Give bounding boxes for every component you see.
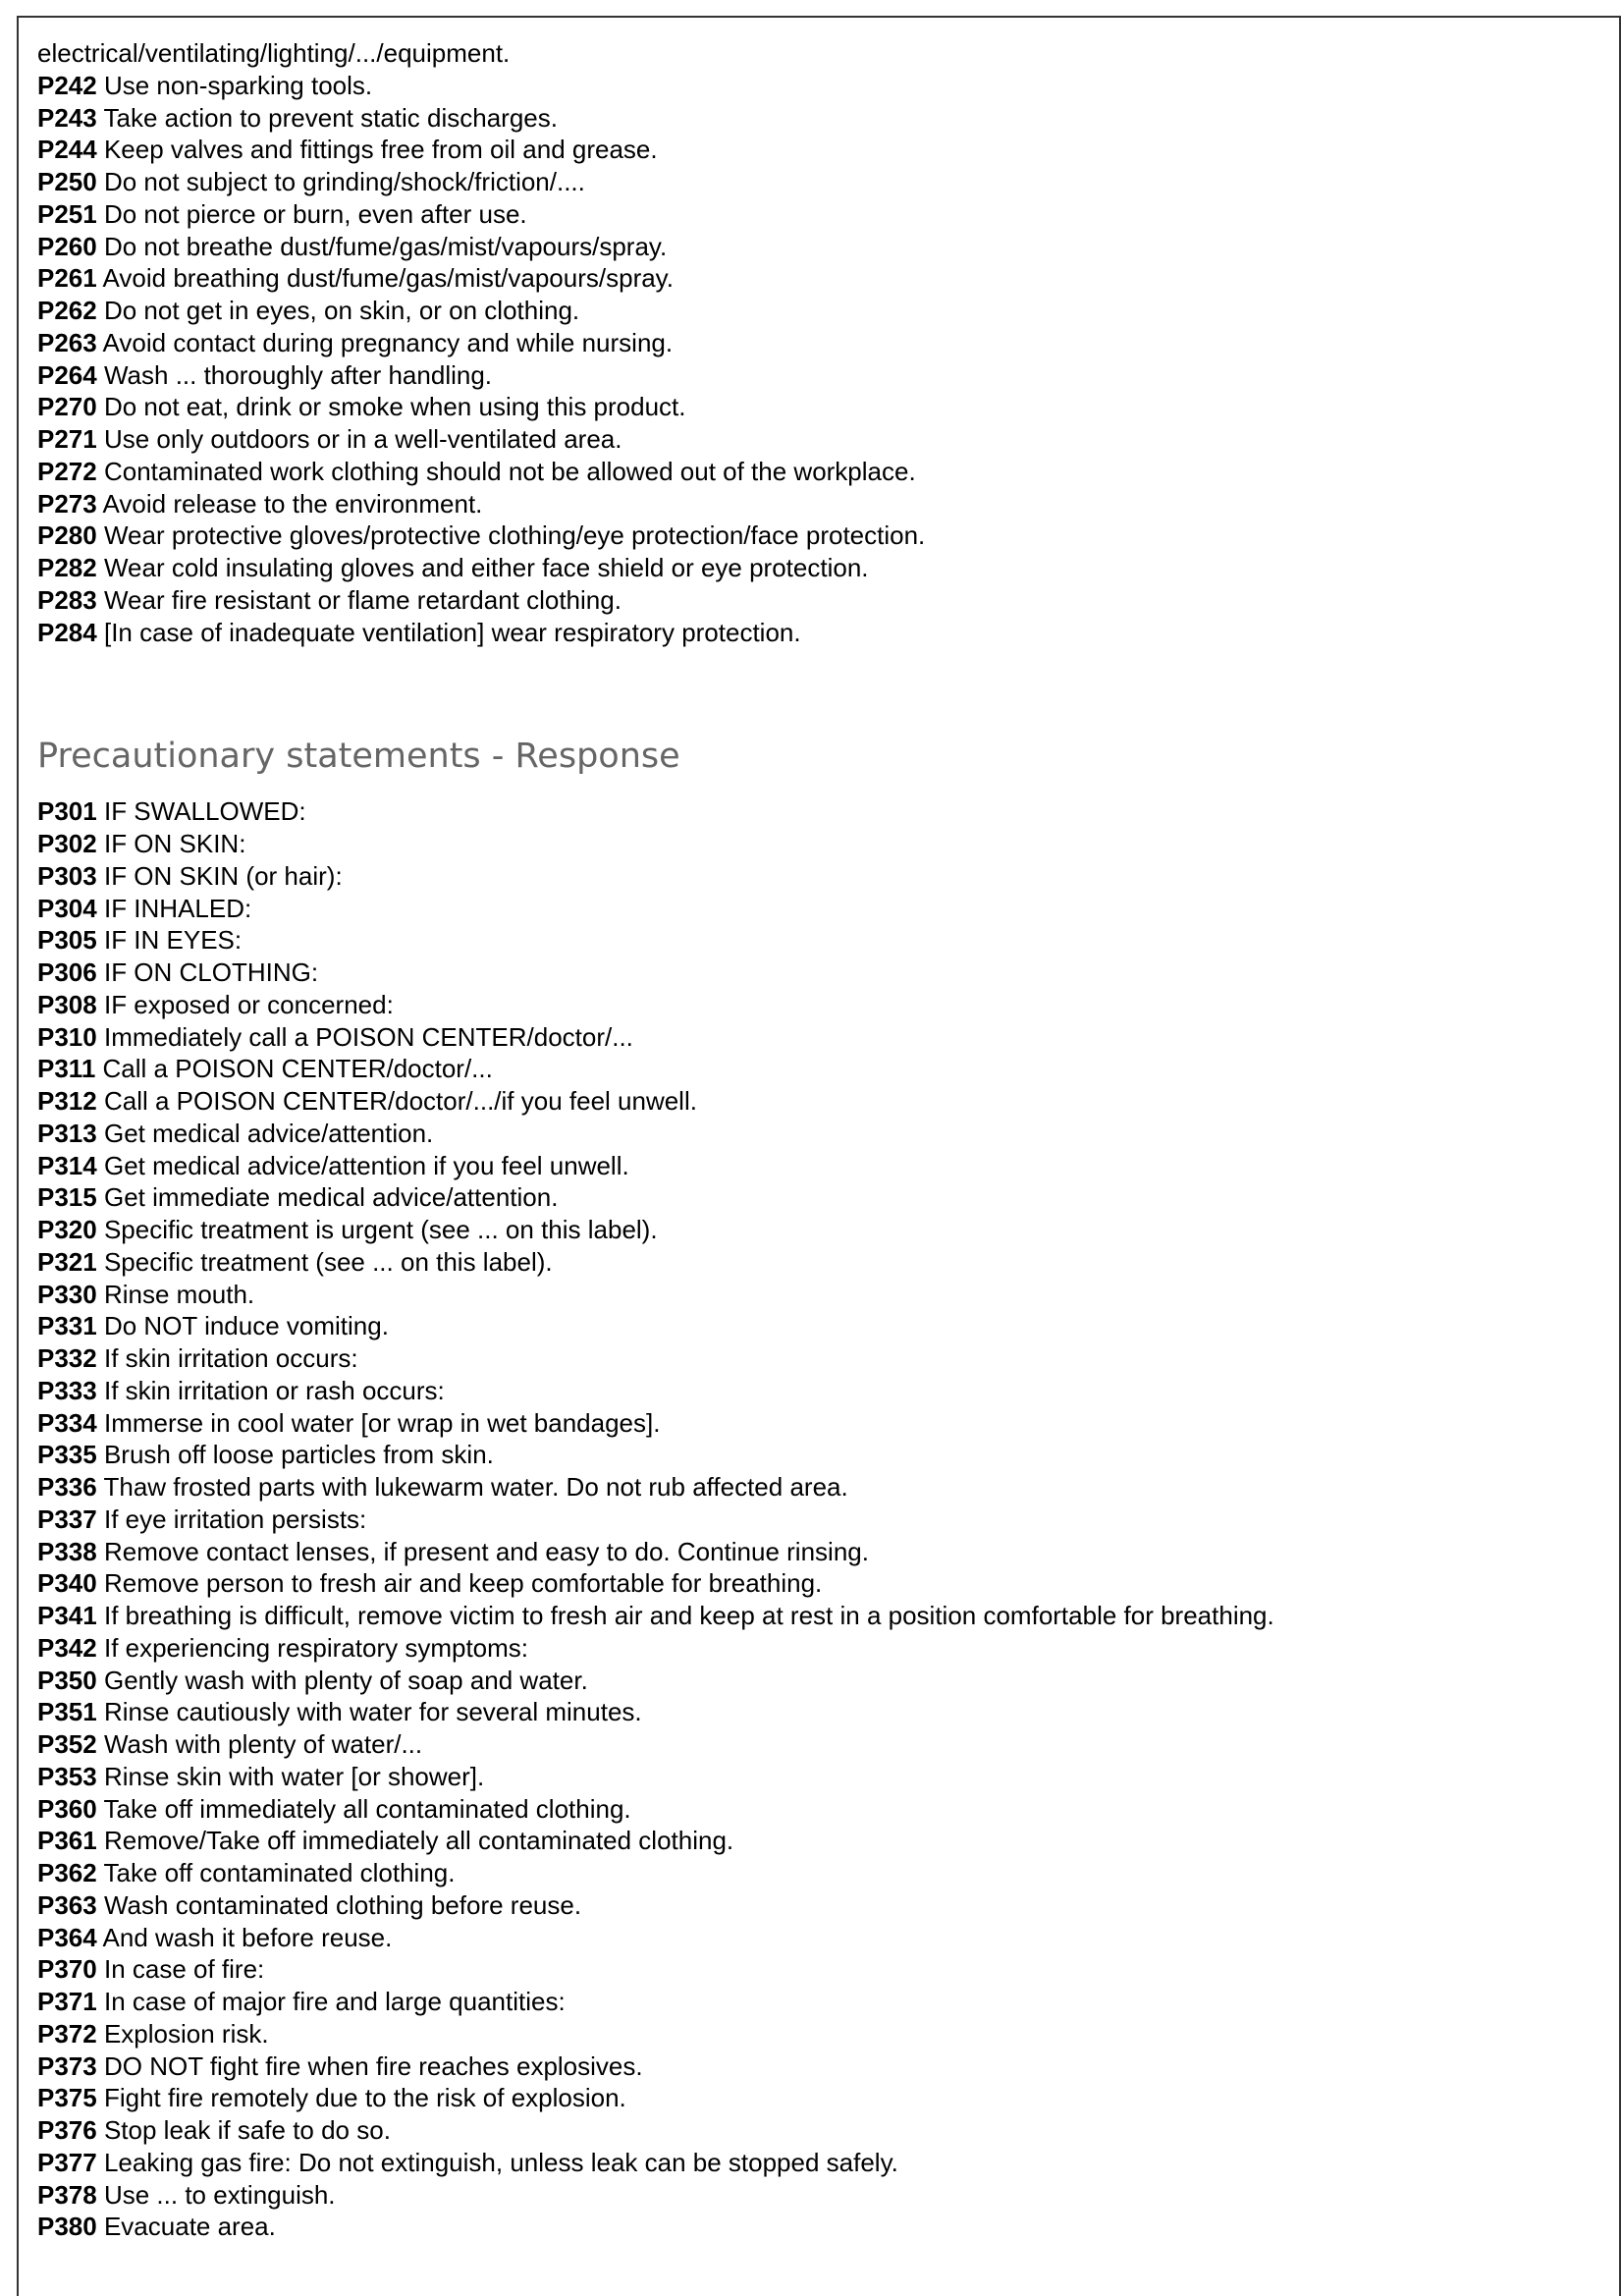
statement-line	[37, 231, 1598, 263]
statement-code: P261	[37, 263, 97, 294]
statement-line	[37, 584, 1598, 617]
statement-text: Take action to prevent static discharges.	[103, 102, 558, 133]
statement-text: Fight fire remotely due to the risk of explosion.	[103, 2083, 626, 2113]
statement-code: P364	[37, 1922, 97, 1952]
statement-text: IF IN EYES:	[103, 925, 243, 956]
statement-code: P353	[37, 1761, 97, 1791]
statement-line	[37, 2082, 1598, 2114]
statement-code: P284	[37, 617, 97, 647]
statement-text: Keep valves and fittings free from oil and grease.	[103, 135, 658, 165]
statement-code: P308	[37, 989, 97, 1019]
statement-code: P280	[37, 520, 97, 551]
statement-code: P250	[37, 167, 97, 196]
statement-code: P378	[37, 2179, 97, 2210]
statement-code: P310	[37, 1021, 97, 1052]
statement-line	[37, 456, 1598, 488]
statement-text: Do not eat, drink or smoke when using this product.	[103, 392, 686, 422]
statement-line	[37, 327, 1598, 359]
statement-line	[37, 1761, 1598, 1793]
response-section-heading: Precautionary statements - Response	[37, 737, 680, 777]
statement-text: Evacuate area.	[103, 2212, 276, 2242]
statement-text: Contaminated work clothing should not be allowed out of the workplace.	[103, 456, 916, 486]
statement-code: P312	[37, 1086, 97, 1116]
statement-text: Get medical advice/attention if you feel unwell.	[103, 1150, 629, 1180]
statement-line	[37, 391, 1598, 423]
statement-code: P330	[37, 1279, 97, 1309]
statement-text: Rinse cautiously with water for several minutes.	[103, 1697, 642, 1727]
statement-code: P370	[37, 1954, 97, 1985]
statement-code: P342	[37, 1632, 97, 1663]
statement-text: Immediately call a POISON CENTER/doctor/...	[103, 1021, 633, 1052]
statement-text: Thaw frosted parts with lukewarm water. Do not rub affected area.	[103, 1472, 848, 1502]
statement-text: Wash contaminated clothing before reuse.	[103, 1889, 582, 1920]
statement-line	[37, 957, 1598, 989]
statement-text: Wear protective gloves/protective clothing/eye protection/face protection.	[103, 520, 926, 551]
statement-text: IF exposed or concerned:	[103, 989, 394, 1019]
statement-line	[37, 1600, 1598, 1632]
statement-line	[37, 552, 1598, 584]
statement-code: P283	[37, 584, 97, 615]
statement-code: P271	[37, 424, 97, 454]
statement-code: P303	[37, 860, 97, 891]
statement-code: P301	[37, 796, 97, 827]
statement-line	[37, 295, 1598, 327]
statement-line	[37, 1889, 1598, 1922]
statement-code: P362	[37, 1858, 97, 1887]
statement-text: Call a POISON CENTER/doctor/.../if you feel unwell.	[103, 1086, 697, 1116]
statement-line	[37, 1085, 1598, 1118]
statement-line	[37, 924, 1598, 957]
statement-line	[37, 488, 1598, 520]
statement-code: P306	[37, 957, 97, 987]
statement-line	[37, 262, 1598, 295]
statement-code: P315	[37, 1182, 97, 1213]
statement-code: P372	[37, 2018, 97, 2049]
statement-code: P334	[37, 1407, 97, 1438]
statement-text: Wear fire resistant or flame retardant clothing.	[103, 584, 622, 615]
statement-text: Do NOT induce vomiting.	[103, 1311, 389, 1341]
statement-code: P380	[37, 2212, 97, 2242]
statement-line	[37, 134, 1598, 166]
statement-line	[37, 1118, 1598, 1150]
statement-code: P321	[37, 1246, 97, 1277]
statement-line	[37, 519, 1598, 552]
statement-code: P360	[37, 1793, 97, 1824]
statement-code: P305	[37, 925, 97, 956]
statement-code: P243	[37, 102, 97, 133]
statement-line	[37, 1471, 1598, 1503]
statement-code: P371	[37, 1987, 97, 2016]
statement-line	[37, 1632, 1598, 1665]
statement-text: IF ON CLOTHING:	[103, 957, 319, 987]
statement-code: P351	[37, 1697, 97, 1727]
statement-line	[37, 2179, 1598, 2212]
statement-text: Get medical advice/attention.	[103, 1118, 434, 1148]
statement-code: P311	[37, 1054, 96, 1084]
statement-code: P377	[37, 2147, 97, 2177]
statement-code: P314	[37, 1150, 97, 1180]
statement-line	[37, 1728, 1598, 1761]
statement-line	[37, 828, 1598, 860]
statement-text: If skin irritation or rash occurs:	[103, 1375, 445, 1405]
statement-text: Call a POISON CENTER/doctor/...	[102, 1054, 493, 1084]
statement-line	[37, 2114, 1598, 2147]
statement-text: IF ON SKIN (or hair):	[103, 860, 343, 891]
statement-text: Rinse mouth.	[103, 1279, 255, 1309]
statement-text: Avoid contact during pregnancy and while nursing.	[102, 327, 674, 357]
statement-line	[37, 166, 1598, 198]
statement-line	[37, 893, 1598, 925]
prevention-statement-list	[37, 70, 1598, 649]
statement-line	[37, 70, 1598, 102]
statement-line	[37, 2050, 1598, 2083]
statement-line	[37, 2018, 1598, 2050]
statement-code: P304	[37, 893, 97, 923]
statement-code: P270	[37, 392, 97, 422]
statement-code: P242	[37, 70, 97, 100]
statement-line	[37, 860, 1598, 893]
statement-code: P251	[37, 198, 97, 229]
statement-text: Avoid breathing dust/fume/gas/mist/vapours/spray.	[102, 263, 674, 294]
statement-line	[37, 1342, 1598, 1375]
statement-line	[37, 795, 1598, 828]
statement-text: If skin irritation occurs:	[103, 1343, 358, 1373]
statement-text: Gently wash with plenty of soap and water.	[103, 1665, 588, 1695]
statement-line	[37, 1021, 1598, 1054]
statement-code: P341	[37, 1601, 97, 1630]
statement-line	[37, 359, 1598, 392]
document-content	[37, 37, 1598, 2243]
statement-code: P263	[37, 327, 97, 357]
statement-line	[37, 1150, 1598, 1182]
statement-code: P333	[37, 1375, 97, 1405]
statement-line	[37, 2211, 1598, 2243]
statement-code: P320	[37, 1215, 97, 1244]
statement-line	[37, 1825, 1598, 1857]
statement-line	[37, 1214, 1598, 1246]
statement-text: Rinse skin with water [or shower].	[103, 1761, 485, 1791]
statement-code: P340	[37, 1568, 97, 1599]
statement-line	[37, 1922, 1598, 1954]
statement-text: Wear cold insulating gloves and either face shield or eye protection.	[103, 553, 869, 582]
statement-text: In case of fire:	[103, 1954, 265, 1985]
statement-code: P373	[37, 2050, 97, 2081]
statement-code: P282	[37, 553, 97, 582]
statement-line	[37, 1375, 1598, 1407]
statement-code: P273	[37, 488, 97, 519]
statement-code: P361	[37, 1826, 97, 1856]
statement-line	[37, 1665, 1598, 1697]
statement-line	[37, 2147, 1598, 2179]
statement-line	[37, 1310, 1598, 1342]
prevention-continuation-line: electrical/ventilating/lighting/.../equipment.	[37, 38, 511, 68]
statement-text: Avoid release to the environment.	[102, 488, 483, 519]
statement-line	[37, 1793, 1598, 1826]
statement-text: DO NOT fight fire when fire reaches explosives.	[103, 2050, 643, 2081]
statement-text: And wash it before reuse.	[102, 1922, 393, 1952]
statement-line	[37, 1953, 1598, 1986]
statement-text: Use ... to extinguish.	[103, 2179, 336, 2210]
statement-line	[37, 1986, 1598, 2018]
statement-line	[37, 198, 1598, 231]
statement-text: Remove/Take off immediately all contaminated clothing.	[103, 1826, 734, 1856]
statement-line	[37, 1053, 1598, 1085]
statement-code: P338	[37, 1536, 97, 1566]
statement-line	[37, 1503, 1598, 1536]
statement-code: P336	[37, 1472, 97, 1502]
statement-text: Leaking gas fire: Do not extinguish, unless leak can be stopped safely.	[103, 2147, 898, 2177]
statement-text: Do not pierce or burn, even after use.	[103, 198, 527, 229]
statement-text: Use non-sparking tools.	[103, 70, 373, 100]
statement-code: P363	[37, 1889, 97, 1920]
statement-code: P244	[37, 135, 97, 165]
statement-text: Stop leak if safe to do so.	[103, 2115, 391, 2145]
statement-text: If breathing is difficult, remove victim to fresh air and keep at rest in a position comfortable for breathing.	[103, 1601, 1274, 1630]
statement-text: Specific treatment is urgent (see ... on this label).	[103, 1215, 658, 1244]
statement-line	[37, 989, 1598, 1021]
statement-text: Remove person to fresh air and keep comfortable for breathing.	[103, 1568, 823, 1599]
statement-text: [In case of inadequate ventilation] wear respiratory protection.	[103, 617, 801, 647]
statement-text: Do not breathe dust/fume/gas/mist/vapours/spray.	[103, 231, 668, 261]
statement-line	[37, 1181, 1598, 1214]
statement-line	[37, 1857, 1598, 1889]
statement-text: Use only outdoors or in a well-ventilated area.	[103, 424, 622, 454]
statement-line	[37, 1407, 1598, 1440]
statement-line	[37, 1279, 1598, 1311]
statement-text: Wash with plenty of water/...	[103, 1729, 423, 1759]
statement-code: P350	[37, 1665, 97, 1695]
response-statement-list	[37, 795, 1598, 2243]
statement-text: Do not subject to grinding/shock/friction/....	[103, 167, 585, 196]
statement-text: Wash ... thoroughly after handling.	[103, 359, 493, 390]
statement-line	[37, 1439, 1598, 1471]
statement-code: P313	[37, 1118, 97, 1148]
statement-code: P352	[37, 1729, 97, 1759]
statement-code: P302	[37, 829, 97, 858]
statement-code: P376	[37, 2115, 97, 2145]
statement-line	[37, 1536, 1598, 1568]
statement-text: Get immediate medical advice/attention.	[103, 1182, 559, 1213]
statement-text: Remove contact lenses, if present and easy to do. Continue rinsing.	[103, 1536, 869, 1566]
statement-code: P332	[37, 1343, 97, 1373]
statement-line	[37, 617, 1598, 649]
statement-text: Immerse in cool water [or wrap in wet bandages].	[103, 1407, 661, 1438]
statement-text: In case of major fire and large quantities:	[103, 1987, 566, 2016]
statement-code: P337	[37, 1503, 97, 1534]
statement-line	[37, 1567, 1598, 1600]
statement-text: IF ON SKIN:	[103, 829, 246, 858]
statement-code: P331	[37, 1311, 97, 1341]
statement-line	[37, 102, 1598, 135]
statement-text: IF INHALED:	[103, 893, 252, 923]
statement-code: P375	[37, 2083, 97, 2113]
statement-code: P335	[37, 1440, 97, 1470]
statement-text: Take off contaminated clothing.	[103, 1858, 456, 1887]
statement-line	[37, 1696, 1598, 1728]
statement-code: P264	[37, 359, 97, 390]
statement-text: If experiencing respiratory symptoms:	[103, 1632, 529, 1663]
statement-code: P262	[37, 296, 97, 325]
statement-text: Take off immediately all contaminated clothing.	[103, 1793, 631, 1824]
statement-code: P260	[37, 231, 97, 261]
statement-code: P272	[37, 456, 97, 486]
statement-line	[37, 1246, 1598, 1279]
statement-text: Brush off loose particles from skin.	[103, 1440, 494, 1470]
statement-line	[37, 423, 1598, 456]
statement-text: Do not get in eyes, on skin, or on clothing.	[103, 296, 580, 325]
statement-text: IF SWALLOWED:	[103, 796, 306, 827]
statement-text: Explosion risk.	[103, 2018, 269, 2049]
statement-text: If eye irritation persists:	[103, 1503, 367, 1534]
statement-text: Specific treatment (see ... on this label).	[103, 1246, 553, 1277]
